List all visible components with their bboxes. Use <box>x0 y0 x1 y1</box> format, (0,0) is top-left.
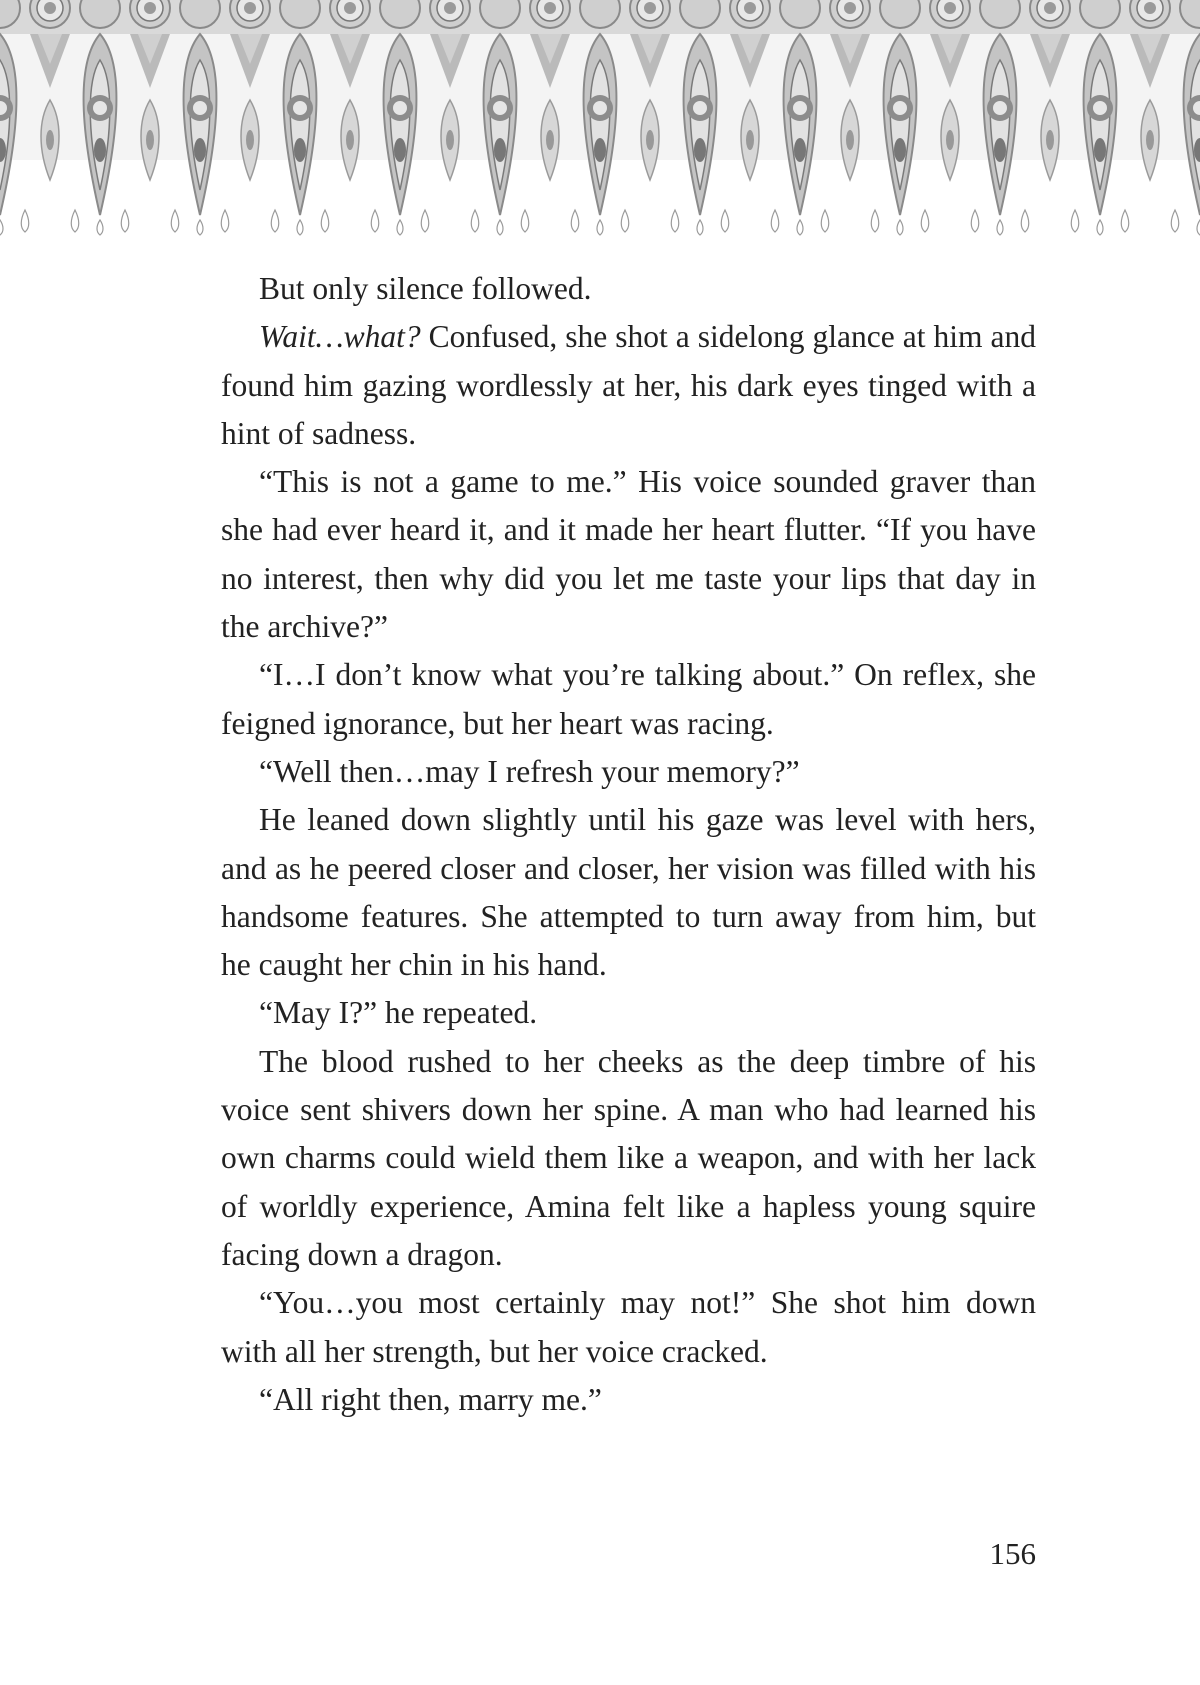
paragraph: He leaned down slightly until his gaze was level with hers, and as he peered closer and closer, her vision was filled with his handsome features. She attempted to turn away from him, but he caught her chin in his hand. <box>221 802 1036 983</box>
header-ornamental-border <box>0 0 1200 240</box>
paragraph-text: Confused, she shot a sidelong glance at him and found him gazing wordlessly at her, his dark eyes tinged with a hint of sadness. <box>221 319 1036 451</box>
paragraph: But only silence followed. <box>259 271 592 306</box>
paragraph: “You…you most certainly may not!” She shot him down with all her strength, but her voice cracked. <box>221 1285 1036 1369</box>
body-text <box>221 265 1036 1424</box>
italic-phrase: Wait…what? <box>259 319 421 355</box>
paragraph: “I…I don’t know what you’re talking about.” On reflex, she feigned ignorance, but her heart was racing. <box>221 657 1036 741</box>
page-number: 156 <box>989 1536 1036 1571</box>
paragraph <box>221 313 1036 458</box>
paragraph: The blood rushed to her cheeks as the deep timbre of his voice sent shivers down her spine. A man who had learned his own charms could wield them like a weapon, and with her lack of worldly experience, Amina felt like a hapless young squire facing down a dragon. <box>221 1043 1036 1272</box>
paragraph: “Well then…may I refresh your memory?” <box>259 753 800 789</box>
paragraph: “May I?” he repeated. <box>259 995 538 1031</box>
paragraph: “This is not a game to me.” His voice sounded graver than she had ever heard it, and it made her heart flutter. “If you have no interest, then why did you let me taste your lips that day in the archive?” <box>221 464 1036 645</box>
paragraph: “All right then, marry me.” <box>259 1381 602 1417</box>
